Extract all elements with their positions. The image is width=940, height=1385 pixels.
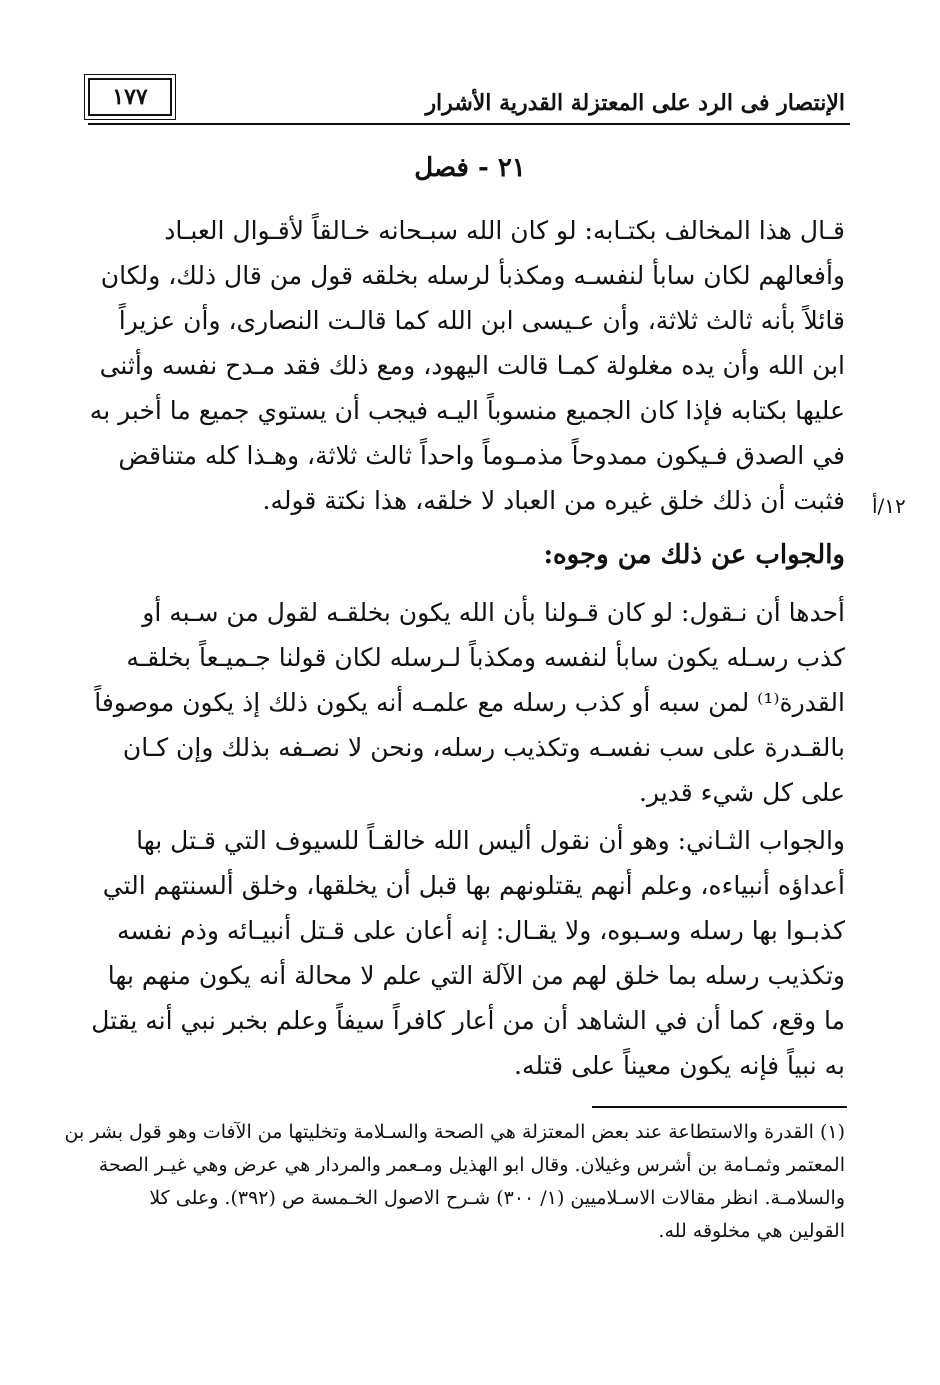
paragraph-first-answer: [80, 590, 845, 815]
paragraph-second-answer: [80, 818, 845, 1088]
text-line: قائلاً بأنه ثالث ثلاثة، وأن عـيسى ابن الله كما قالـت النصارى، وأن عزيراً: [118, 306, 845, 335]
text-line: أحدها أن نـقول: لو كان قـولنا بأن الله يكون بخلقـه لقول من سـبه أو: [142, 598, 845, 627]
text-line: قـال هذا المخالف بكتـابه: لو كان الله سبـحانه خـالقاً لأقـوال العبـاد: [164, 216, 845, 245]
footnote-line: (١) القدرة والاستطاعة عند بعض المعتزلة هي الصحة والسـلامة وتخليتها من الآفات وهو قول بشر بن: [64, 1121, 845, 1143]
footnote-line: والسلامـة. انظر مقالات الاسـلاميين (١/ ٣٠٠) شـرح الاصول الخـمسة ص (٣٩٢). وعلى كلا: [149, 1187, 845, 1209]
text-line: ابن الله وأن يده مغلولة كمـا قالت اليهود، ومع ذلك فقد مـدح نفسه وأثنى: [99, 351, 845, 380]
paragraph-answer-heading: [80, 533, 845, 578]
text-line: والجواب عن ذلك من وجوه:: [543, 540, 845, 570]
text-line: كذبـوا بها رسله وسـبوه، ولا يقـال: إنه أعان على قـتل أنبيـائه وذم نفسه: [117, 916, 845, 945]
text-line: بالقـدرة على سب نفسـه وتكذيب رسله، ونحن لا نصـفه بذلك وإن كـان: [122, 733, 845, 762]
text-line: وتكذيب رسله بما خلق لهم من الآلة التي علم لا محالة أنه يكون منهم بها: [107, 961, 845, 990]
running-header-title: الإنتصار فى الرد على المعتزلة القدرية الأشرار: [425, 90, 845, 116]
footnote-line: المعتمر وثمـامة بن أشرس وغيلان. وقال ابو الهذيل ومـعمر والمردار هي عرض وهي غيـر الصحة: [98, 1154, 845, 1176]
text-line: كذب رسـله يكون سابأ لنفسه ومكذباً لـرسله لكان قولنا جـميـعاً بخلقـه: [126, 643, 845, 672]
footnote-line: القولين هي مخلوقه لله.: [658, 1220, 845, 1242]
text-line: وأفعالهم لكان سابأ لنفسـه ومكذبأ لرسله بخلقه قول من قال ذلك، ولكان: [100, 261, 845, 290]
text-line: والجواب الثـاني: وهو أن نقول أليس الله خالقـاً للسيوف التي قـتل بها: [136, 826, 845, 855]
header-rule: [88, 123, 850, 125]
text-line: أعداؤه أنبياءه، وعلم أنهم يقتلونهم بها قبل أن يخلقها، وخلق ألسنتهم التي: [102, 871, 845, 900]
paragraph-objection: [80, 208, 845, 523]
text-line: القدرة⁽¹⁾ لمن سبه أو كذب رسله مع علمـه أنه يكون ذلك إذ يكون موصوفاً: [94, 688, 845, 717]
page-number: ١٧٧: [112, 84, 148, 110]
text-line: على كل شيء قدير.: [638, 778, 845, 807]
text-line: به نبياً فإنه يكون معيناً على قتله.: [514, 1051, 845, 1080]
page-number-box: [88, 78, 172, 116]
text-line: عليها بكتابه فإذا كان الجميع منسوباً اليـه فيجب أن يستوي جميع ما أخبر به: [89, 396, 845, 425]
text-line: في الصدق فـيكون ممدوحاً مذمـوماً واحداً ثالث ثلاثة، وهـذا كله متناقض: [118, 441, 845, 470]
footnote-separator: [592, 1106, 847, 1108]
text-line: فثبت أن ذلك خلق غيره من العباد لا خلقه، هذا نكتة قوله.: [262, 486, 845, 515]
text-line: ما وقع، كما أن في الشاهد أن من أعار كافراً سيفاً وعلم بخبر نبي أنه يقتل: [91, 1006, 845, 1035]
margin-manuscript-reference: ١٢/أ: [872, 494, 906, 518]
section-title: ٢١ - فصل: [414, 153, 526, 183]
footnote: [64, 1116, 845, 1248]
